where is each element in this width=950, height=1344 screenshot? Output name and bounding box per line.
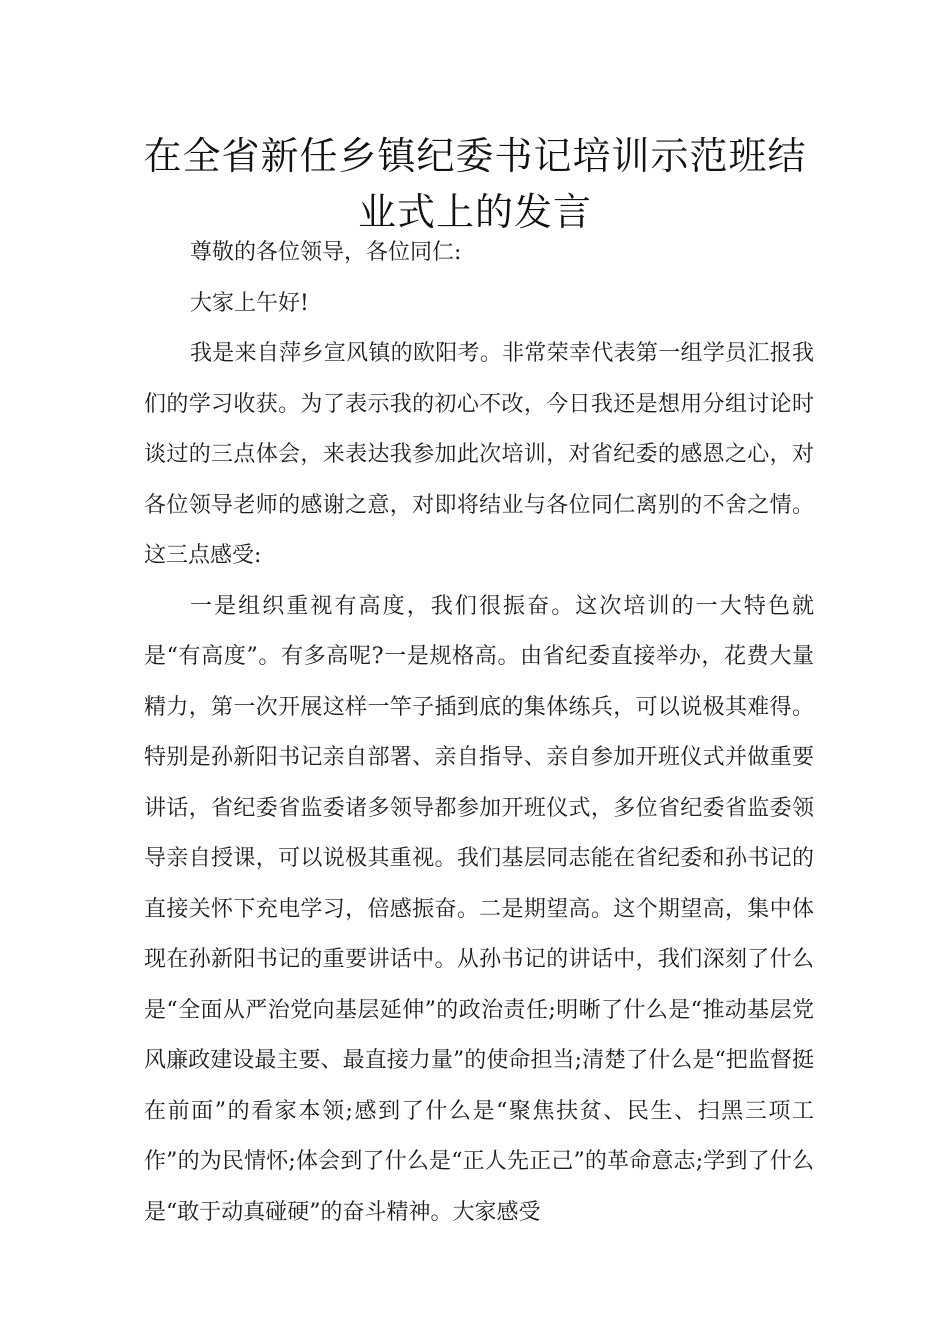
- title-line-1: 在全省新任乡镇纪委书记培训示范班结: [143, 134, 807, 178]
- point-one-paragraph: 一是组织重视有高度，我们很振奋。这次培训的一大特色就是“有高度”。有多高呢?一是规格高。由省纪委直接举办，花费大量精力，第一次开展这样一竿子插到底的集体练兵，可以说极其难得。特别是孙新阳书记亲自部署、亲自指导、亲自参加开班仪式并做重要讲话，省纪委省监委诸多领导都参加开班仪式，多位省纪委省监委领导亲自授课，可以说极其重视。我们基层同志能在省纪委和孙书记的直接关怀下充电学习，倍感振奋。二是期望高。这个期望高，集中体现在孙新阳书记的重要讲话中。从孙书记的讲话中，我们深刻了什么是“全面从严治党向基层延伸”的政治责任;明晰了什么是“推动基层党风廉政建设最主要、最直接力量”的使命担当;清楚了什么是“把监督挺在前面”的看家本领;感到了什么是“聚焦扶贫、民生、扫黑三项工作”的为民情怀;体会到了什么是“正人先正己”的革命意志;学到了什么是“敢于动真碰硬”的奋斗精神。大家感受: [144, 593, 814, 1225]
- document-body: [144, 228, 814, 1238]
- greeting: 大家上午好!: [190, 290, 309, 316]
- salutation: 尊敬的各位领导，各位同仁:: [190, 240, 462, 265]
- document-title: [120, 128, 830, 240]
- title-line-2: 业式上的发言: [357, 190, 592, 234]
- intro-paragraph: 我是来自萍乡宣风镇的欧阳考。非常荣幸代表第一组学员汇报我们的学习收获。为了表示我的初心不改，今日我还是想用分组讨论时谈过的三点体会，来表达我参加此次培训，对省纪委的感恩之心，对各位领导老师的感谢之意，对即将结业与各位同仁离别的不舍之情。这三点感受:: [144, 341, 814, 568]
